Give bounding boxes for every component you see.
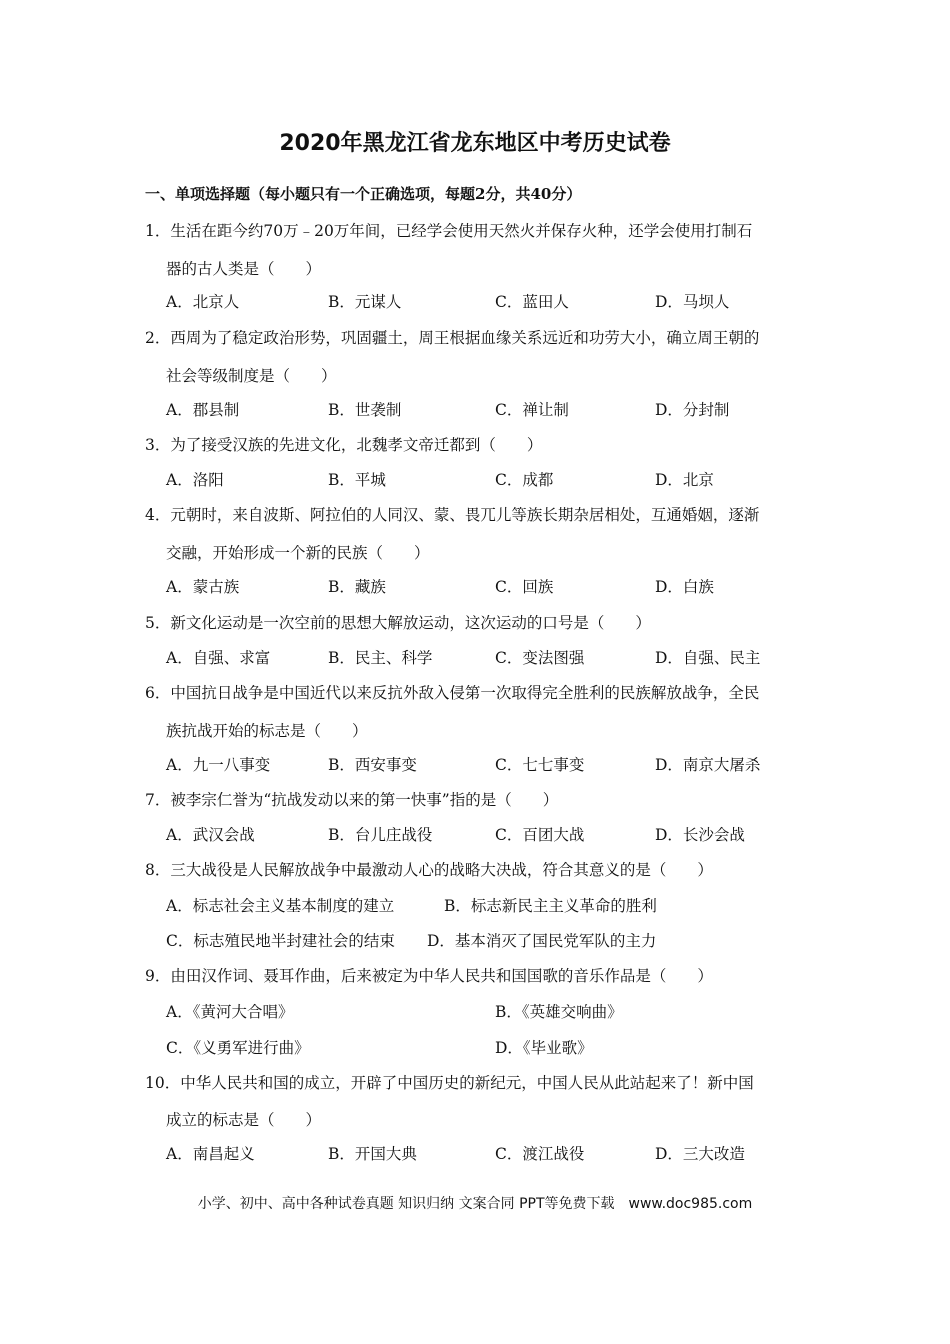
question-9-option-a: A．《黄河大合唱》	[166, 1003, 294, 1021]
question-1-text-cont: 器的古人类是（ ）	[166, 260, 322, 278]
question-2-text-cont: 社会等级制度是（ ）	[166, 367, 337, 385]
question-8-option-a: A．标志社会主义基本制度的建立	[166, 897, 395, 915]
question-6-option-d: D．南京大屠杀	[655, 756, 761, 774]
question-9-text: 9．由田汉作词、聂耳作曲，后来被定为中华人民共和国国歌的音乐作品是（ ）	[145, 967, 713, 985]
question-5-option-b: B．民主、科学	[328, 649, 433, 667]
question-8-option-b: B．标志新民主主义革命的胜利	[444, 897, 657, 915]
question-4-text-cont: 交融，开始形成一个新的民族（ ）	[166, 544, 430, 562]
question-3-text: 3．为了接受汉族的先进文化，北魏孝文帝迁都到（ ）	[145, 436, 543, 454]
question-9-option-d: D．《毕业歌》	[495, 1039, 593, 1057]
question-5-option-c: C．变法图强	[495, 649, 585, 667]
question-4-option-b: B．藏族	[328, 578, 386, 596]
question-1-option-d: D．马坝人	[655, 293, 730, 311]
question-4-option-d: D．白族	[655, 578, 714, 596]
page-title: 2020年黑龙江省龙东地区中考历史试卷	[279, 131, 671, 156]
question-1-text: 1．生活在距今约70万﹣20万年间，已经学会使用天然火并保存火种，还学会使用打制石	[145, 222, 753, 240]
question-6-option-a: A．九一八事变	[166, 756, 271, 774]
question-1-option-b: B．元谋人	[328, 293, 402, 311]
question-4-text: 4．元朝时，来自波斯、阿拉伯的人同汉、蒙、畏兀儿等族长期杂居相处，互通婚姻，逐渐	[145, 506, 760, 524]
question-6-text: 6．中国抗日战争是中国近代以来反抗外敌入侵第一次取得完全胜利的民族解放战争，全民	[145, 684, 760, 702]
question-3-option-c: C．成都	[495, 471, 554, 489]
question-7-option-d: D．长沙会战	[655, 826, 745, 844]
question-8-option-c: C．标志殖民地半封建社会的结束	[166, 932, 395, 950]
question-10-option-b: B．开国大典	[328, 1145, 417, 1163]
question-10-text: 10．中华人民共和国的成立，开辟了中国历史的新纪元，中国人民从此站起来了！新中国	[145, 1074, 754, 1092]
question-10-text-cont: 成立的标志是（ ）	[166, 1111, 322, 1129]
question-6-text-cont: 族抗战开始的标志是（ ）	[166, 722, 368, 740]
question-1-option-a: A．北京人	[166, 293, 240, 311]
question-5-option-a: A．自强、求富	[166, 649, 271, 667]
question-7-option-c: C．百团大战	[495, 826, 585, 844]
question-3-option-b: B．平城	[328, 471, 386, 489]
question-3-option-a: A．洛阳	[166, 471, 224, 489]
question-7-text: 7．被李宗仁誉为“抗战发动以来的第一快事”指的是（ ）	[145, 791, 559, 809]
question-2-option-c: C．禅让制	[495, 401, 569, 419]
question-2-option-d: D．分封制	[655, 401, 730, 419]
question-7-option-a: A．武汉会战	[166, 826, 255, 844]
question-9-option-b: B．《英雄交响曲》	[495, 1003, 623, 1021]
question-10-option-c: C．渡江战役	[495, 1145, 585, 1163]
question-2-text: 2．西周为了稳定政治形势，巩固疆土，周王根据血缘关系远近和功劳大小，确立周王朝的	[145, 329, 760, 347]
question-3-option-d: D．北京	[655, 471, 714, 489]
question-10-option-a: A．南昌起义	[166, 1145, 255, 1163]
question-9-option-c: C．《义勇军进行曲》	[166, 1039, 310, 1057]
question-2-option-b: B．世袭制	[328, 401, 402, 419]
question-6-option-c: C．七七事变	[495, 756, 585, 774]
section-heading: 一、单项选择题（每小题只有一个正确选项，每题2分，共40分）	[145, 185, 582, 203]
question-6-option-b: B．西安事变	[328, 756, 417, 774]
question-4-option-c: C．回族	[495, 578, 554, 596]
footer-ad-text: 小学、初中、高中各种试卷真题 知识归纳 文案合同 PPT等免费下载 www.doc985.com	[197, 1196, 753, 1212]
question-8-option-d: D．基本消灭了国民党军队的主力	[427, 932, 657, 950]
question-8-text: 8．三大战役是人民解放战争中最激动人心的战略大决战，符合其意义的是（ ）	[145, 861, 713, 879]
question-7-option-b: B．台儿庄战役	[328, 826, 433, 844]
question-5-option-d: D．自强、民主	[655, 649, 761, 667]
question-1-option-c: C．蓝田人	[495, 293, 569, 311]
question-10-option-d: D．三大改造	[655, 1145, 745, 1163]
question-2-option-a: A．郡县制	[166, 401, 240, 419]
question-4-option-a: A．蒙古族	[166, 578, 240, 596]
question-5-text: 5．新文化运动是一次空前的思想大解放运动，这次运动的口号是（ ）	[145, 614, 651, 632]
